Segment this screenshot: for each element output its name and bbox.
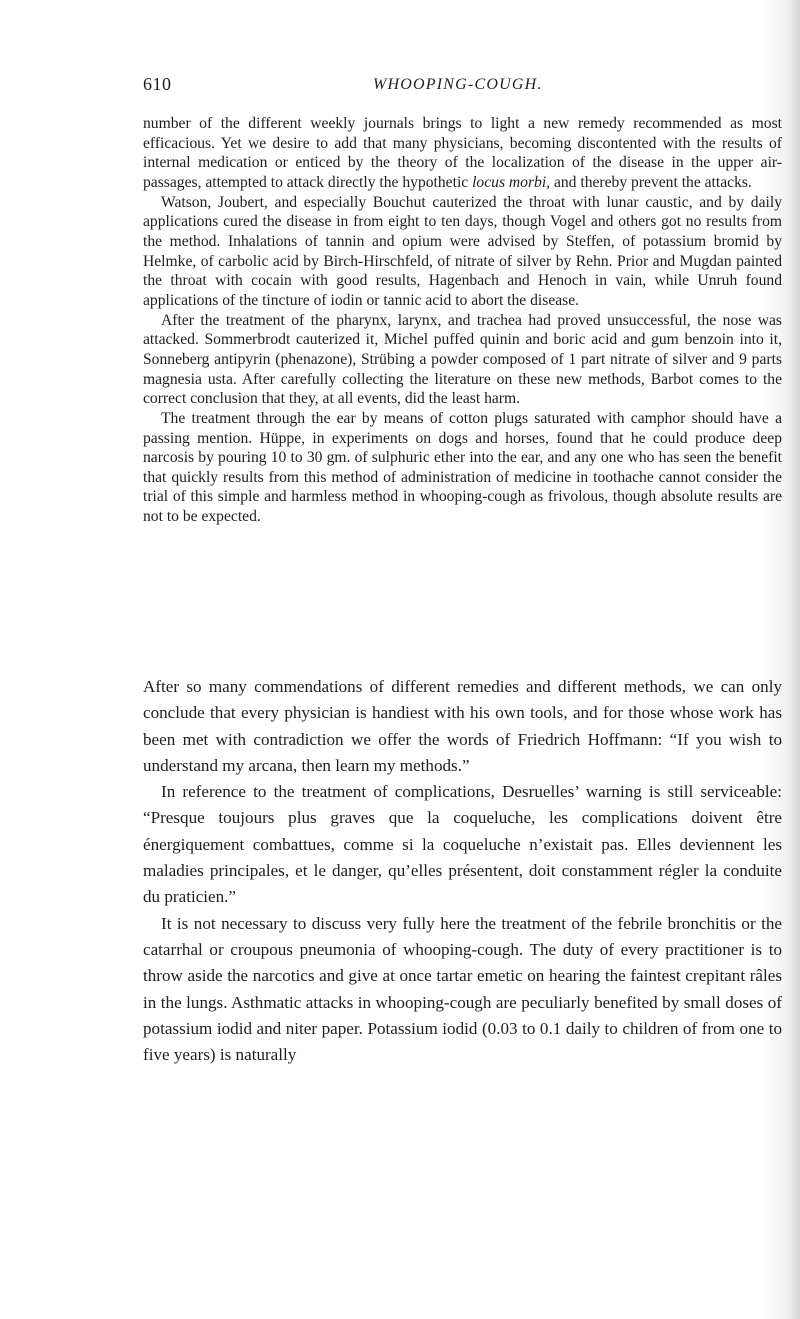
- small-print-section: [143, 114, 782, 527]
- paragraph-text: number of the different weekly journals brings to light a new remedy recommended as most efficacious. Yet we desire to add that many physicians, becoming discontented with the results of internal medication or enticed by the theory of the localization of the disease in the upper air-passages, attempted to attack directly the hypothetic: [143, 115, 782, 191]
- page-header: [143, 74, 783, 98]
- paragraph-text: and thereby prevent the attacks.: [550, 173, 752, 191]
- page-edge-shadow: [786, 0, 800, 1319]
- paragraph-ear-treatment: The treatment through the ear by means of cotton plugs saturated with camphor should have a passing mention. Hüppe, in experiments on dogs and horses, found that he could produce deep narcosis by pouring 10 to 30 gm. of sulphuric ether into the ear, and any one who has seen the benefit that quickly results from this method of administration of medicine in toothache cannot consider the trial of this simple and harmless method in whooping-cough as frivolous, though absolute results are not to be expected.: [143, 409, 782, 526]
- page-number: 610: [143, 74, 172, 94]
- paragraph-complications: In reference to the treatment of complications, Desruelles’ warning is still serviceable: “Presque toujours plus graves que la coqueluche, les complications doivent être énergiquement combattues, comme si la coqueluche n’existait pas. Elles deviennent les maladies principales, et le danger, qu’elles présentent, doit constamment régler la conduite du praticien.”: [143, 782, 782, 907]
- latin-term: locus morbi,: [472, 173, 551, 191]
- paragraph-bronchitis: It is not necessary to discuss very fully here the treatment of the febrile bronchitis or the catarrhal or croupous pneumonia of whooping-cough. The duty of every practitioner is to throw aside the narcotics and give at once tartar emetic on hearing the faintest crepitant râles in the lungs. Asthmatic attacks in whooping-cough are peculiarly benefited by small doses of potassium iodid and niter paper. Potassium iodid (0.03 to 0.1 daily to children of from one to five years) is naturally: [143, 913, 782, 1065]
- running-head: WHOOPING-COUGH.: [373, 76, 543, 93]
- paragraph-continued: [143, 114, 782, 193]
- paragraph-conclusion: After so many commendations of different remedies and different methods, we can only conclude that every physician is handiest with his own tools, and for those whose work has been met with contradiction we offer the words of Friedrich Hoffmann: “If you wish to understand my arcana, then learn my methods.”: [143, 677, 782, 775]
- paragraph-local-treatment: Watson, Joubert, and especially Bouchut cauterized the throat with lunar caustic, and by daily applications cured the disease in from eight to ten days, though Vogel and others got no results from the method. Inhalations of tannin and opium were advised by Steffen, of potassium bromid by Helmke, of carbolic acid by Birch-Hirschfeld, of nitrate of silver by Rehn. Prior and Mugdan painted the throat with cocain with good results, Hagenbach and Henoch in vain, while Unruh found applications of the tincture of iodin or tannic acid to abort the disease.: [143, 193, 782, 309]
- paragraph-nasal-treatment: After the treatment of the pharynx, larynx, and trachea had proved unsuccessful, the nose was attacked. Sommerbrodt cauterized it, Michel puffed quinin and boric acid and gum benzoin into it, Sonneberg antipyrin (phenazone), Strübing a powder composed of 1 part nitrate of silver and 9 parts magnesia usta. After carefully collecting the literature on these new methods, Barbot comes to the correct conclusion that they, at all events, did the least harm.: [143, 311, 782, 408]
- main-text-section: [143, 674, 782, 1068]
